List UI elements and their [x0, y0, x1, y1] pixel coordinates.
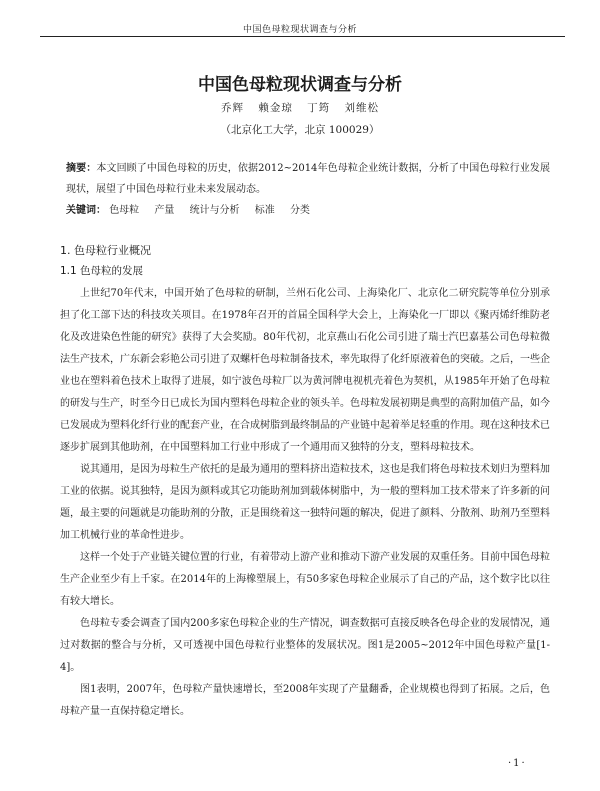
- paragraph: 色母粒专委会调查了国内200多家色母粒企业的生产情况，调查数据可直接反映各色母企业的发展情况，通过对数据的整合与分析，又可透视中国色母粒行业整体的发展状况。图1是2005~2012年中国色母粒产量[1-4]。: [60, 618, 550, 673]
- paragraph: 这样一个处于产业链关键位置的行业，有着带动上游产业和推动下游产业发展的双重任务。目前中国色母粒生产企业至少有上千家。在2014年的上海橡塑展上，有50多家色母粒企业展示了自己的产品，这个数字比以往有较大增长。: [60, 552, 550, 607]
- paragraph: 图1表明，2007年，色母粒产量快速增长，至2008年实现了产量翻番，企业规模也得到了拓展。之后，色母粒产量一直保持稳定增长。: [60, 684, 550, 717]
- abstract-label: 摘要：: [66, 163, 97, 174]
- abstract-text: 本文回顾了中国色母粒的历史，依据2012~2014年色母粒企业统计数据，分析了中国色母粒行业发展现状，展望了中国色母粒行业未来发展动态。: [66, 163, 551, 195]
- paragraph: 上世纪70年代末，中国开始了色母粒的研制，兰州石化公司、上海染化厂、北京化二研究院等单位分别承担了化工部下达的科技攻关项目。在1978年召开的首届全国科学大会上，上海染化一厂即以《聚丙烯纤维防老化及改进染色性能的研究》获得了大会奖励。80年代初，北京燕山石化公司引进了瑞士汽巴嘉基公司色母粒微法生产技术，广东新会彩艳公司引进了双螺杆色母粒制备技术，率先取得了化纤原液着色的突破。之后，一些企业也在塑料着色技术上取得了进展，如宁波色母粒厂以为黄河牌电视机壳着色为契机，从1985年开始了色母粒的研发与生产，时至今日已成长为国内塑料色母粒企业的领头羊。色母粒发展初期是典型的高附加值产品，如今已发展成为塑料化纤行业的配套产业，在合成树脂到最终制品的产业链中起着举足轻重的作用。现在这种技术已逐步扩展到其他助剂，在中国塑料加工行业中形成了一个通用而又独特的分支，塑料母粒技术。: [60, 288, 550, 453]
- keyword: 色母粒: [109, 205, 140, 216]
- keyword: 统计与分析: [189, 205, 240, 216]
- keyword: 标准: [254, 205, 275, 216]
- authors: 乔辉 赖金琼 丁筠 刘维松: [220, 102, 379, 114]
- keywords: [66, 200, 550, 221]
- abstract: [66, 158, 550, 200]
- subsection-heading: 1.1 色母粒的发展: [60, 265, 144, 277]
- keywords-label: 关键词：: [66, 205, 106, 216]
- affiliation: （北京化工大学，北京 100029）: [220, 124, 380, 136]
- paragraph: 说其通用，是因为母粒生产依托的是最为通用的塑料挤出造粒技术，这也是我们将色母粒技术划归为塑料加工业的依据。说其独特，是因为颜料或其它功能助剂加到载体树脂中，为一般的塑料加工技术带来了许多新的问题，最主要的问题就是功能助剂的分散，正是围绕着这一独特问题的解决，促进了颜料、分散剂、助剂乃至塑料加工机械行业的革命性进步。: [60, 464, 550, 541]
- page-number: ·1·: [508, 758, 527, 769]
- header-rule: [40, 36, 565, 37]
- keyword: 产量: [154, 205, 175, 216]
- running-head: 中国色母粒现状调查与分析: [242, 25, 357, 35]
- paper-title: 中国色母粒现状调查与分析: [198, 75, 402, 95]
- body-text: [60, 283, 550, 723]
- keyword: 分类: [289, 205, 310, 216]
- section-heading: 1. 色母粒行业概况: [60, 244, 151, 257]
